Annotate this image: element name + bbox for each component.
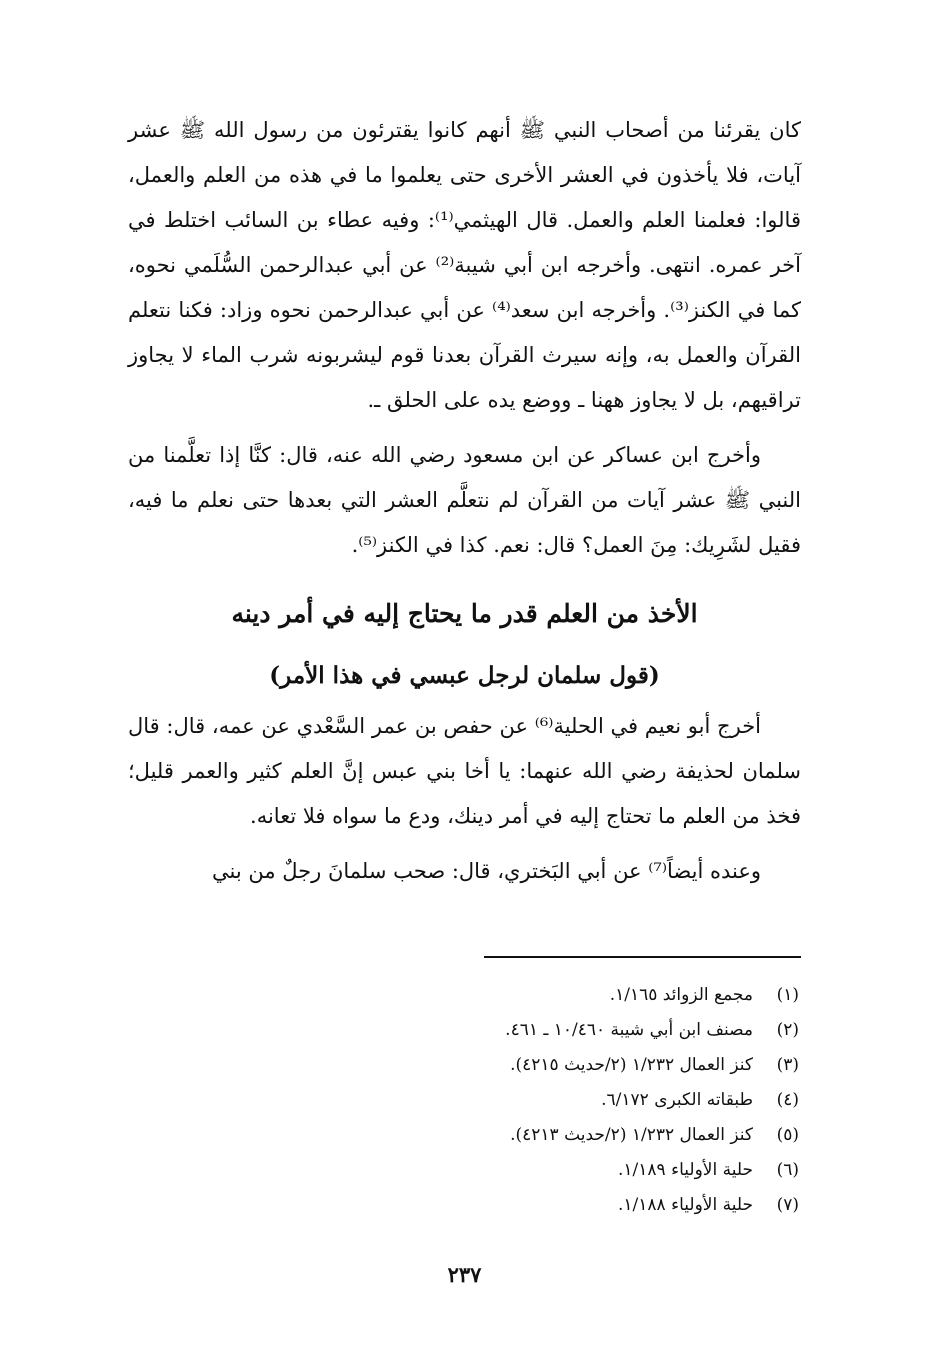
footnote-item <box>239 1188 799 1223</box>
section-heading: الأخذ من العلم قدر ما يحتاج إليه في أمر دينه <box>231 599 698 628</box>
footnote-number: (٦) <box>776 1160 799 1180</box>
paragraph-2: وأخرج ابن عساكر عن ابن مسعود رضي الله عنه، قال: كنَّا إذا تعلَّمنا من النبي ﷺ عشر آيات من القرآن لم نتعلَّم العشر التي بعدها حتى نعلم ما فيه، فقيل لشَرِيك: مِنَ العمل؟ قال: نعم. كذا في الكنز⁽⁵⁾. <box>128 443 801 557</box>
footnote-text: حلية الأولياء ١/١٨٨. <box>618 1195 753 1215</box>
page-number: ٢٣٧ <box>447 1262 482 1287</box>
footnote-text: كنز العمال ١/٢٣٢ (٢/حديث ٤٢١٣). <box>510 1125 753 1145</box>
footnote-divider <box>484 956 801 958</box>
footnote-text: مجمع الزوائد ١/١٦٥. <box>609 985 753 1005</box>
footnote-text: كنز العمال ١/٢٣٢ (٢/حديث ٤٢١٥). <box>510 1055 753 1075</box>
footnote-item <box>239 1118 799 1153</box>
footnote-text: مصنف ابن أبي شيبة ١٠/٤٦٠ ـ ٤٦١. <box>505 1020 753 1040</box>
footnote-item <box>239 1048 799 1083</box>
footnote-item <box>239 1013 799 1048</box>
footnote-number: (٤) <box>776 1090 799 1110</box>
footnote-text: حلية الأولياء ١/١٨٩. <box>618 1160 753 1180</box>
footnote-item <box>239 1153 799 1188</box>
paragraph-1: كان يقرئنا من أصحاب النبي ﷺ أنهم كانوا يقترئون من رسول الله ﷺ عشر آيات، فلا يأخذون في العشر الأخرى حتى يعلموا ما في هذه من العلم والعمل، قالوا: فعلمنا العلم والعمل. قال الهيثمي⁽¹⁾: وفيه عطاء بن السائب اختلط في آخر عمره. انتهى. وأخرجه ابن أبي شيبة⁽²⁾ عن أبي عبدالرحمن السُّلَمي نحوه، كما في الكنز⁽³⁾. وأخرجه ابن سعد⁽⁴⁾ عن أبي عبدالرحمن نحوه وزاد: فكنا نتعلم القرآن والعمل به، وإنه سيرث القرآن بعدنا قوم ليشربونه شرب الماء لا يجاوز تراقيهم، بل لا يجاوز ههنا ـ ووضع يده على الحلق ـ. <box>128 118 802 412</box>
section-subheading: (قول سلمان لرجل عبسي في هذا الأمر) <box>269 662 660 689</box>
footnote-number: (٥) <box>776 1125 799 1145</box>
footnote-number: (٢) <box>776 1020 799 1040</box>
footnote-number: (١) <box>776 985 799 1005</box>
footnote-item <box>239 1083 799 1118</box>
footnote-number: (٣) <box>776 1055 799 1075</box>
footnote-item <box>239 978 799 1013</box>
paragraph-4: وعنده أيضاً⁽⁷⁾ عن أبي البَختري، قال: صحب سلمانَ رجلٌ من بني <box>211 859 761 883</box>
footnote-number: (٧) <box>776 1195 799 1215</box>
main-text <box>128 108 801 894</box>
paragraph-3: أخرج أبو نعيم في الحلية⁽⁶⁾ عن حفص بن عمر السَّعْدي عن عمه، قال: قال سلمان لحذيفة رضي الله عنهما: يا أخا بني عبس إنَّ العلم كثير والعمر قليل؛ فخذ من العلم ما تحتاج إليه في أمر دينك، ودع ما سواه فلا تعانه. <box>128 714 801 828</box>
footnote-text: طبقاته الكبرى ٦/١٧٢. <box>601 1090 753 1110</box>
footnotes <box>239 978 799 1223</box>
